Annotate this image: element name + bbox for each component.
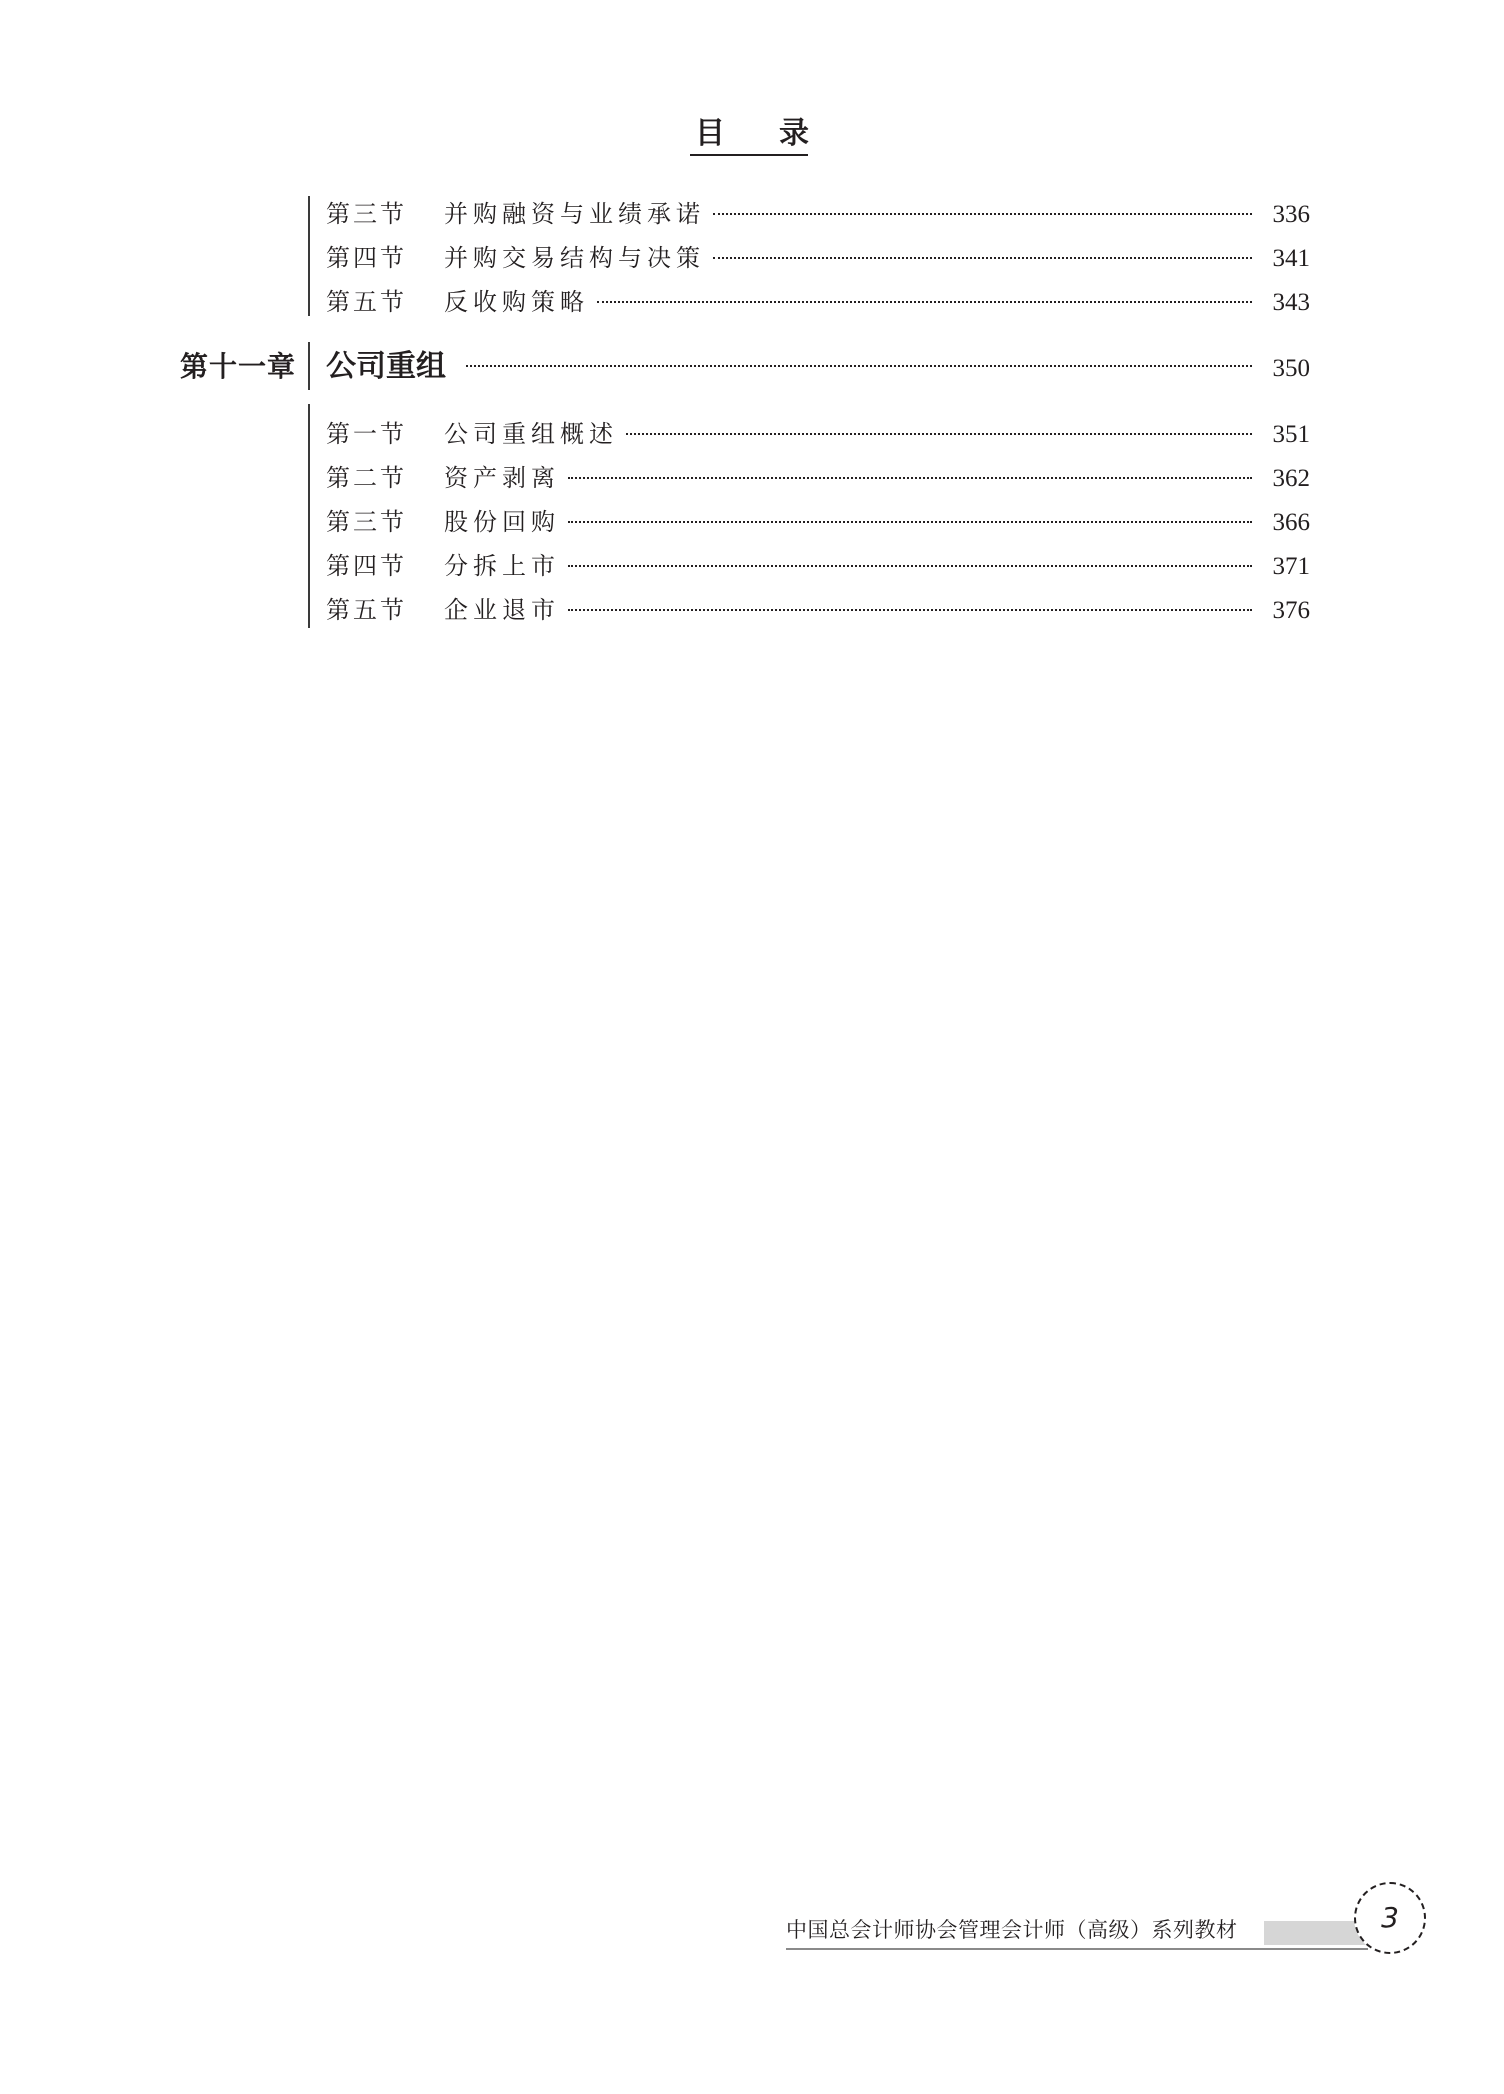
section-page-number: 341 [1272,245,1310,272]
section-number: 第五节 [326,288,407,316]
toc-entry[interactable] [326,506,1310,539]
section-page-number: 376 [1272,597,1310,624]
toc-entry[interactable] [326,418,1310,451]
dot-leader [713,257,1252,259]
footer-rule [786,1948,1368,1950]
section-page-number: 336 [1272,201,1310,228]
dot-leader [713,213,1252,215]
toc-entry[interactable] [326,198,1310,231]
toc-entry[interactable] [326,594,1310,627]
dot-leader [568,565,1252,567]
section-title: 反收购策略 [444,288,589,316]
section-number: 第四节 [326,244,407,272]
toc-entry[interactable] [326,286,1310,319]
chapter-entry[interactable] [326,347,1310,389]
toc-entry[interactable] [326,462,1310,495]
dot-leader [568,609,1252,611]
section-number: 第三节 [326,508,407,536]
section-page-number: 351 [1272,421,1310,448]
section-number: 第五节 [326,596,407,624]
toc-entry[interactable] [326,242,1310,275]
section-title: 并购融资与业绩承诺 [444,200,705,228]
section-title: 股份回购 [444,508,560,536]
dot-leader [568,477,1252,479]
dot-leader [626,433,1252,435]
section-page-number: 362 [1272,465,1310,492]
dot-leader [597,301,1252,303]
footer-bar [1264,1921,1368,1945]
section-title: 资产剥离 [444,464,560,492]
dot-leader [466,365,1252,367]
chapter-page-number: 350 [1272,355,1310,382]
section-page-number: 371 [1272,553,1310,580]
chapter-number: 第十一章 [180,350,297,383]
section-title: 分拆上市 [444,552,560,580]
page-title: 目录 [695,116,863,151]
section-title: 企业退市 [444,596,560,624]
page-number-badge: 3 [1354,1882,1426,1954]
section-title: 并购交易结构与决策 [444,244,705,272]
title-underline [690,154,808,156]
section-title: 公司重组概述 [444,420,618,448]
toc-rule-bottom [308,404,310,628]
section-number: 第三节 [326,200,407,228]
chapter-title: 公司重组 [326,349,446,384]
footer-series-title: 中国总会计师协会管理会计师（高级）系列教材 [786,1918,1238,1942]
dot-leader [568,521,1252,523]
section-number: 第一节 [326,420,407,448]
toc-rule-chapter [308,342,310,390]
section-page-number: 343 [1272,289,1310,316]
section-number: 第四节 [326,552,407,580]
section-number: 第二节 [326,464,407,492]
toc-rule-top [308,196,310,316]
toc-entry[interactable] [326,550,1310,583]
section-page-number: 366 [1272,509,1310,536]
